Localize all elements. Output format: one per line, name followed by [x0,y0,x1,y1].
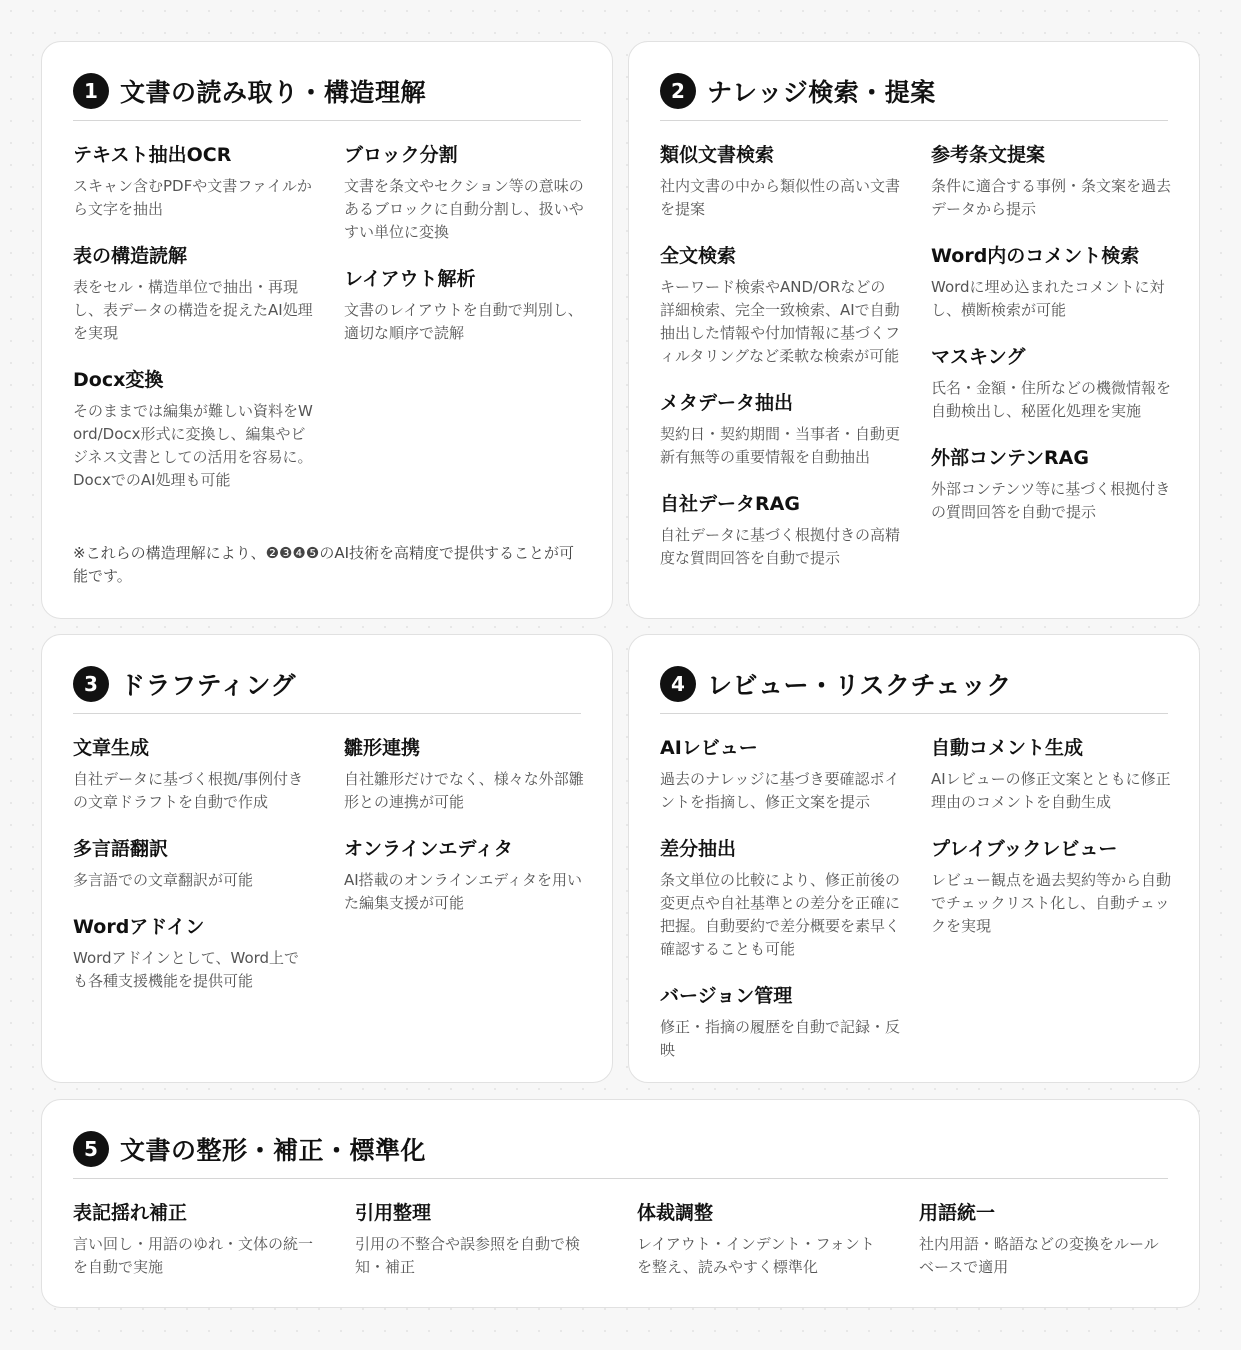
section-title: ナレッジ検索・提案 [707,78,936,107]
feature-item [73,368,313,492]
section-header [73,667,581,714]
feature-item [73,736,313,814]
feature-item [73,143,313,221]
footnote: ※これらの構造理解により、❷❸❹❺のAI技術を高精度で提供することが可能です。 [73,544,575,585]
feature-item [355,1201,595,1279]
feature-item [931,446,1171,524]
feature-description: 外部コンテンツ等に基づく根拠付きの質問回答を自動で提示 [931,480,1171,521]
feature-title: レイアウト解析 [344,268,476,290]
section-title: ドラフティング [120,671,297,700]
feature-description: Wordアドインとして、Word上でも各種支援機能を提供可能 [73,949,300,990]
feature-description: 文書のレイアウトを自動で判別し、適切な順序で読解 [344,301,583,342]
section-number-badge: 5 [73,1131,109,1167]
feature-item [344,143,584,244]
feature-description: スキャン含むPDFや文書ファイルから文字を抽出 [73,177,312,218]
section-header [73,1132,1168,1179]
feature-item [660,492,900,570]
feature-title: 類似文書検索 [660,144,775,166]
feature-description: 文書を条文やセクション等の意味のあるブロックに自動分割し、扱いやすい単位に変換 [344,177,584,241]
feature-description: Wordに埋め込まれたコメントに対し、横断検索が可能 [931,278,1165,319]
feature-description: 自社雛形だけでなく、様々な外部雛形との連携が可能 [344,770,584,811]
feature-description: レビュー観点を過去契約等から自動でチェックリスト化し、自動チェックを実現 [931,871,1172,935]
feature-item [344,267,584,345]
feature-column-3 [637,1201,877,1302]
feature-column-right [931,143,1171,547]
feature-item [73,1201,313,1279]
feature-title: プレイブックレビュー [931,838,1118,860]
feature-title: 差分抽出 [660,838,737,860]
feature-item [73,837,313,892]
feature-description: キーワード検索やAND/ORなどの詳細検索、完全一致検索、AIで自動抽出した情報や付加情報に基づくフィルタリングなど柔軟な検索が可能 [660,278,901,365]
feature-description: 社内文書の中から類似性の高い文書を提案 [660,177,901,218]
feature-title: 多言語翻訳 [73,838,169,860]
section-title: 文書の読み取り・構造理解 [120,78,427,107]
feature-item [931,837,1171,938]
feature-description: 自社データに基づく根拠付きの高精度な質問回答を自動で提示 [660,526,901,567]
feature-description: 表をセル・構造単位で抽出・再現し、表データの構造を捉えたAI処理を実現 [73,278,313,342]
section-card-knowledge-search [628,41,1200,619]
feature-description: 修正・指摘の履歴を自動で記録・反映 [660,1018,901,1059]
section-card-formatting-standardization [41,1099,1200,1308]
feature-title: 外部コンテンRAG [931,447,1089,469]
feature-title: Wordアドイン [73,916,205,938]
feature-item [660,984,900,1062]
feature-title: オンラインエディタ [344,838,513,860]
feature-description: 言い回し・用語のゆれ・文体の統一を自動で実施 [73,1235,314,1276]
feature-title: 表の構造読解 [73,245,188,267]
feature-title: メタデータ抽出 [660,392,794,414]
section-number-badge: 2 [660,73,696,109]
feature-column-2 [355,1201,595,1302]
feature-item [660,736,900,814]
feature-title: テキスト抽出OCR [73,144,232,166]
feature-column-right [344,736,584,938]
section-number-badge: 3 [73,666,109,702]
section-header [660,74,1168,121]
feature-description: 過去のナレッジに基づき要確認ポイントを指摘し、修正文案を提示 [660,770,900,811]
feature-title: 全文検索 [660,245,737,267]
feature-column-1 [73,1201,313,1302]
feature-title: 雛形連携 [344,737,421,759]
feature-item [660,391,900,469]
feature-description: 条件に適合する事例・条文案を過去データから提示 [931,177,1172,218]
feature-title: 自動コメント生成 [931,737,1084,759]
feature-title: ブロック分割 [344,144,458,166]
feature-item [660,143,900,221]
feature-description: 社内用語・略語などの変換をルールベースで適用 [919,1235,1159,1276]
feature-description: そのままでは編集が難しい資料をWord/Docx形式に変換し、編集やビジネス文書としての活用を容易に。DocxでのAI処理も可能 [73,402,313,489]
feature-title: 引用整理 [355,1202,432,1224]
feature-item [919,1201,1159,1279]
feature-description: 多言語での文章翻訳が可能 [73,871,254,889]
section-card-review-riskcheck [628,634,1200,1083]
feature-description: 契約日・契約期間・当事者・自動更新有無等の重要情報を自動抽出 [660,425,901,466]
feature-column-right [344,143,584,368]
section-number-badge: 4 [660,666,696,702]
feature-title: バージョン管理 [660,985,793,1007]
section-number-badge: 1 [73,73,109,109]
feature-title: 表記揺れ補正 [73,1202,188,1224]
feature-column-4 [919,1201,1159,1302]
feature-column-right [931,736,1171,961]
section-card-drafting [41,634,613,1083]
feature-title: 文章生成 [73,737,150,759]
feature-title: Word内のコメント検索 [931,245,1140,267]
feature-title: 参考条文提案 [931,144,1046,166]
feature-item [637,1201,877,1279]
feature-column-left [660,736,900,1085]
feature-description: AIレビューの修正文案とともに修正理由のコメントを自動生成 [931,770,1171,811]
feature-item [931,244,1171,322]
feature-item [344,736,584,814]
feature-item [73,244,313,345]
section-header [73,74,581,121]
feature-item [344,837,584,915]
section-title: レビュー・リスクチェック [707,671,1012,700]
feature-item [660,837,900,961]
feature-title: 用語統一 [919,1202,996,1224]
feature-description: 氏名・金額・住所などの機微情報を自動検出し、秘匿化処理を実施 [931,379,1172,420]
section-title: 文書の整形・補正・標準化 [120,1136,427,1165]
section-header [660,667,1168,714]
feature-description: 自社データに基づく根拠/事例付きの文章ドラフトを自動で作成 [73,770,304,811]
feature-column-left [73,736,313,1016]
feature-item [931,345,1171,423]
feature-item [931,143,1171,221]
feature-description: 条文単位の比較により、修正前後の変更点や自社基準との差分を正確に把握。自動要約で差分概要を素早く確認することも可能 [660,871,901,958]
feature-title: Docx変換 [73,369,164,391]
feature-description: 引用の不整合や誤参照を自動で検知・補正 [355,1235,581,1276]
section-card-document-reading [41,41,613,619]
feature-column-left [73,143,313,515]
feature-column-left [660,143,900,593]
feature-item [660,244,900,368]
feature-description: レイアウト・インデント・フォントを整え、読みやすく標準化 [637,1235,875,1276]
feature-item [931,736,1171,814]
feature-title: 自社データRAG [660,493,800,515]
feature-item [73,915,313,993]
feature-title: AIレビュー [660,737,758,759]
feature-title: 体裁調整 [637,1202,714,1224]
feature-title: マスキング [931,346,1026,368]
feature-description: AI搭載のオンラインエディタを用いた編集支援が可能 [344,871,583,912]
